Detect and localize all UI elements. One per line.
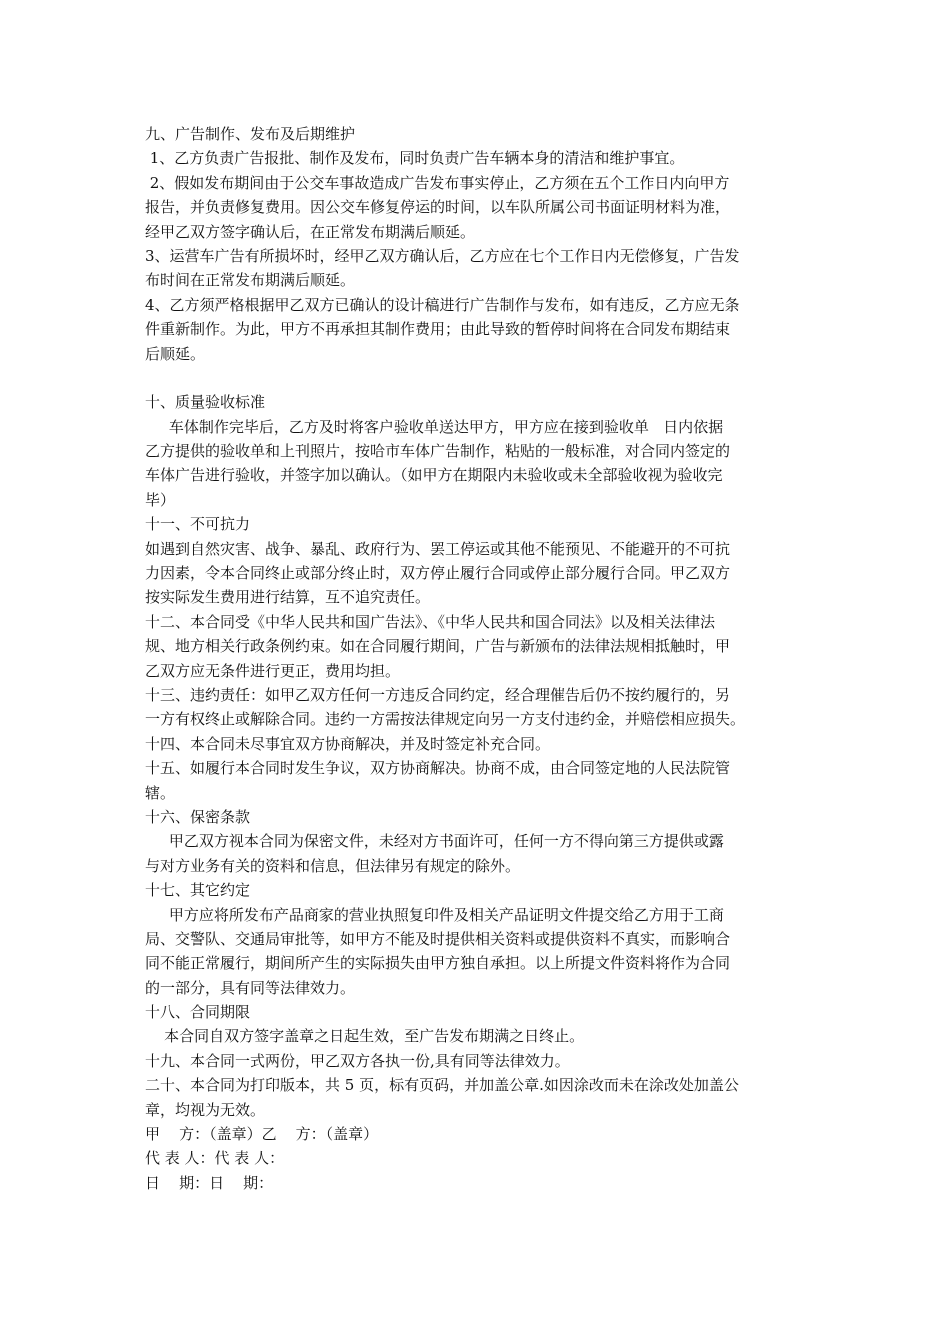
text-line: 车体制作完毕后，乙方及时将客户验收单送达甲方，甲方应在接到验收单 日内依据 [145, 417, 724, 436]
text-line: 十二、本合同受《中华人民共和国广告法》、《中华人民共和国合同法》以及相关法律法 [145, 612, 716, 631]
text-line: 如遇到自然灾害、战争、暴乱、政府行为、罢工停运或其他不能预见、不能避开的不可抗 [145, 539, 731, 558]
text-line: 本合同自双方签字盖章之日起生效，至广告发布期满之日终止。 [145, 1027, 585, 1046]
text-line: 局、交警队、交通局审批等，如甲方不能及时提供相关资料或提供资料不真实，而影响合 [145, 929, 731, 948]
text-line: 十三、违约责任：如甲乙双方任何一方违反合同约定，经合理催告后仍不按约履行的，另 [145, 685, 731, 704]
text-line: 同不能正常履行，期间所产生的实际损失由甲方独自承担。以上所提文件资料将作为合同 [145, 954, 731, 973]
text-line: 一方有权终止或解除合同。违约一方需按法律规定向另一方支付违约金，并赔偿相应损失。 [145, 710, 746, 729]
text-line: 规、地方相关行政条例约束。如在合同履行期间，广告与新颁布的法律法规相抵触时，甲 [145, 637, 731, 656]
text-line: 报告，并负责修复费用。因公交车修复停运的时间，以车队所属公司书面证明材料为准， [145, 198, 731, 217]
text-line: 乙方提供的验收单和上刊照片，按哈市车体广告制作，粘贴的一般标准，对合同内签定的 [145, 442, 731, 461]
text-line: 按实际发生费用进行结算，互不追究责任。 [145, 588, 431, 607]
text-line: 件重新制作。为此，甲方不再承担其制作费用；由此导致的暂停时间将在合同发布期结束 [145, 320, 731, 339]
text-line: 乙双方应无条件进行更正，费用均担。 [145, 661, 401, 680]
text-line: 布时间在正常发布期满后顺延。 [145, 271, 356, 290]
text-line: 辖。 [145, 783, 176, 802]
text-line: 甲 方：（盖章）乙 方：（盖章） [145, 1125, 379, 1144]
text-line: 章，均视为无效。 [145, 1100, 266, 1119]
text-line: 日 期：日 期： [145, 1173, 274, 1192]
text-line: 4、乙方须严格根据甲乙双方已确认的设计稿进行广告制作与发布，如有违反，乙方应无条 [145, 295, 740, 314]
text-line: 力因素，令本合同终止或部分终止时，双方停止履行合同或停止部分履行合同。甲乙双方 [145, 564, 731, 583]
text-line: 甲乙双方视本合同为保密文件，未经对方书面许可，任何一方不得向第三方提供或露 [145, 832, 724, 851]
text-line: 十五、如履行本合同时发生争议，双方协商解决。协商不成，由合同签定地的人民法院管 [145, 759, 731, 778]
text-line: 经甲乙双方签字确认后，在正常发布期满后顺延。 [145, 222, 476, 241]
text-line: 甲方应将所发布产品商家的营业执照复印件及相关产品证明文件提交给乙方用于工商 [145, 905, 724, 924]
text-line: 车体广告进行验收，并签字加以确认。（如甲方在期限内未验收或未全部验收视为验收完 [145, 466, 723, 485]
text-line: 十九、本合同一式两份，甲乙双方各执一份,具有同等法律效力。 [145, 1051, 570, 1070]
text-line: 十一、不可抗力 [145, 515, 251, 534]
text-line: 的一部分，具有同等法律效力。 [145, 978, 356, 997]
text-line: 二十、本合同为打印版本，共 5 页，标有页码，并加盖公章.如因涂改而未在涂改处加盖公 [145, 1076, 739, 1095]
text-line: 十四、本合同未尽事宜双方协商解决，并及时签定补充合同。 [145, 734, 551, 753]
text-line: 代 表 人：代 表 人： [145, 1149, 285, 1168]
text-line: 1、乙方负责广告报批、制作及发布，同时负责广告车辆本身的清洁和维护事宜。 [145, 149, 685, 168]
text-line: 十、质量验收标准 [145, 393, 266, 412]
text-line: 十八、合同期限 [145, 1003, 251, 1022]
text-line: 2、假如发布期间由于公交车事故造成广告发布事实停止，乙方须在五个工作日内向甲方 [145, 173, 730, 192]
text-line: 九、广告制作、发布及后期维护 [145, 125, 356, 143]
text-line: 十七、其它约定 [145, 881, 251, 900]
text-line: 3、运营车广告有所损坏时，经甲乙双方确认后，乙方应在七个工作日内无偿修复，广告发 [145, 246, 740, 265]
text-line: 后顺延。 [145, 344, 206, 363]
text-line: 十六、保密条款 [145, 807, 251, 826]
text-line: 与对方业务有关的资料和信息，但法律另有规定的除外。 [145, 856, 521, 875]
contract-page [145, 122, 810, 1195]
blank-line [145, 366, 810, 390]
text-line: 毕） [145, 490, 176, 509]
